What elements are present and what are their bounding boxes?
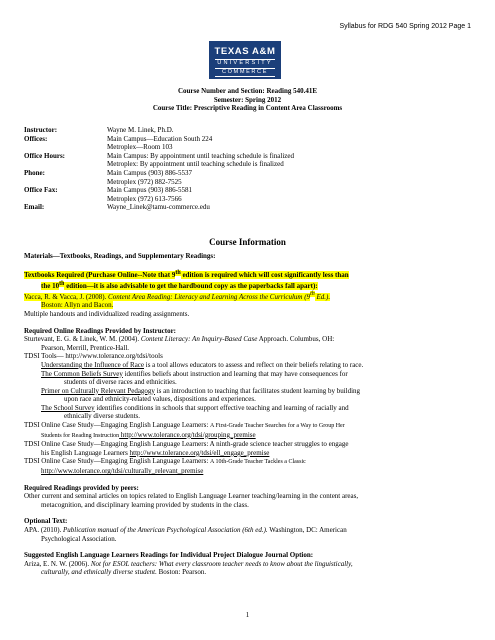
course-semester: Semester: Spring 2012: [213, 95, 282, 104]
peer-readings-heading: Required Readings provided by peers:: [24, 483, 139, 492]
case-study-2-cont: his English Language Learners http://www.tolerance.org/tdsi/ell_engage_premise: [41, 448, 270, 457]
fax-label: Office Fax:: [24, 186, 58, 195]
case-study-3: TDSI Online Case Study—Engaging English Language Learners: A 10th-Grade Teacher Tackles a Classic: [24, 457, 306, 466]
ariza-cont: culturally, and ethnically diverse student. Boston: Pearson.: [41, 568, 207, 577]
school-survey-resource: The School Survey identifies conditions in schools that support effective teaching and learning of racially and: [41, 403, 349, 412]
office-metroplex: Metroplex—Room 103: [107, 143, 173, 152]
handouts-note: Multiple handouts and individualized reading assignments.: [24, 309, 190, 318]
school-survey-cont: ethnically diverse students.: [64, 412, 141, 421]
phone-label: Phone:: [24, 168, 45, 177]
textbooks-required: Textbooks Required (Purchase Online--Note that 9th edition is required which will cost significantly less than: [24, 269, 349, 279]
race-link[interactable]: Understanding the Influence of Race: [41, 360, 145, 369]
syllabus-body: [24, 252, 474, 577]
materials-heading: Materials—Textbooks, Readings, and Supplementary Readings:: [24, 252, 216, 260]
online-readings-heading: Required Online Readings Provided by Instructor:: [24, 326, 177, 335]
case-study-1: TDSI Online Case Study—Engaging English Language Learners: A First-Grade Teacher Searches for a Way to Group Her: [24, 421, 345, 430]
primer-resource: Primer on Culturally Relevant Pedagogy is an introduction to teaching that facilitates student learning by building: [41, 386, 361, 395]
course-title: Course Title: Prescriptive Reading in Content Area Classrooms: [152, 104, 343, 113]
running-header: Syllabus for RDG 540 Spring 2012 Page 1: [339, 23, 471, 30]
course-number: Course Number and Section: Reading 540.41E: [177, 87, 318, 95]
instructor-info: [24, 126, 294, 212]
vacca-citation: Vacca, R. & Vacca, J. (2008). Content Area Reading: Literacy and Learning Across the Curriculum (9th Ed.).: [24, 291, 331, 301]
case-study-1-cont: Students for Reading Instruction http://www.tolerance.org/tdsi/grouping_premise: [41, 430, 256, 439]
case-study-2: TDSI Online Case Study—Engaging English Language Learners: A ninth-grade science teacher struggles to engage: [24, 440, 349, 449]
apa-cont: Psychological Association.: [41, 534, 117, 543]
case-study-3-link[interactable]: http://www.tolerance.org/tdsi/culturally_relevant_premise: [41, 467, 204, 476]
suggested-readings-heading: Suggested English Language Learners Readings for Individual Project Dialogue Journal Option:: [24, 551, 314, 560]
tdsi-tools: TDSI Tools— http://www.tolerance.org/tdsi/tools: [24, 352, 163, 361]
fax-main: Main Campus (903) 886-5581: [107, 186, 192, 195]
logo-line-2: UNIVERSITY: [215, 59, 275, 69]
optional-text-heading: Optional Text:: [24, 517, 68, 526]
common-beliefs-resource: The Common Beliefs Survey identifies beliefs about instruction and learning that may have consequences for: [41, 369, 348, 378]
offices-label: Offices:: [24, 134, 48, 143]
office-hours-label: Office Hours:: [24, 151, 66, 160]
email-value: Wayne_Linek@tamu-commerce.edu: [107, 203, 210, 212]
sturtevant-publisher: Pearson, Merrill, Prentice-Hall.: [41, 343, 130, 352]
fax-metroplex: Metroplex (972) 613-7566: [107, 194, 182, 203]
page-number: 1: [245, 611, 250, 619]
primer-link[interactable]: Primer on Culturally Relevant Pedagogy: [41, 386, 155, 395]
phone-metroplex: Metroplex (972) 882-7525: [107, 177, 182, 186]
case-study-1-link[interactable]: http://www.tolerance.org/tdsi/grouping_premise: [119, 430, 256, 439]
peer-readings-text: Other current and seminal articles on topics related to English Language Learner teaching/learning in the content areas,: [24, 492, 359, 501]
school-survey-link[interactable]: The School Survey: [41, 403, 95, 412]
instructor-label: Instructor:: [24, 126, 58, 134]
logo-line-3: COMMERCE: [215, 69, 275, 78]
logo-line-1: TEXAS A&M: [214, 46, 276, 57]
peer-readings-cont: metacognition, and disciplinary learning provided by students in the class.: [41, 500, 249, 509]
instructor-name: Wayne M. Linek, Ph.D.: [107, 126, 174, 134]
textbooks-required-cont: the 10th edition—it is also advisable to get the hardbound copy as the paperbacks fall apart):: [41, 280, 318, 290]
case-study-2-link[interactable]: http://www.tolerance.org/tdsi/ell_engage_premise: [129, 448, 270, 457]
vacca-publisher: Boston: Allyn and Bacon.: [41, 301, 114, 310]
phone-main: Main Campus (903) 886-5537: [107, 168, 192, 177]
email-label: Email:: [24, 203, 45, 212]
sturtevant-citation: Sturtevant, E. G. & Linek, W. M. (2004). Content Literacy: An Inquiry-Based Case Approach. Columbus, OH:: [24, 335, 335, 344]
course-information-heading: Course Information: [209, 237, 286, 247]
ariza-citation: Ariza, E. N. W. (2006). Not for ESOL teachers: What every classroom teacher needs to know about the linguistically,: [24, 559, 353, 568]
office-hours-metroplex: Metroplex: By appointment until teaching schedule is finalized: [107, 160, 284, 169]
primer-cont: upon race and ethnicity-related values, dispositions and experiences.: [64, 395, 256, 404]
case-study-3-cont: [24, 467, 474, 476]
race-resource: Understanding the Influence of Race is a tool allows educators to assess and reflect on their beliefs relating to race.: [41, 360, 364, 369]
apa-citation: APA. (2010). Publication manual of the American Psychological Association (6th ed.). Washington, DC: American: [24, 526, 347, 535]
office-main: Main Campus—Education South 224: [107, 134, 213, 143]
course-title-block: [0, 87, 495, 113]
common-beliefs-cont: students of diverse races and ethnicities.: [64, 378, 177, 387]
university-logo: [209, 41, 281, 79]
office-hours-main: Main Campus: By appointment until teaching schedule is finalized: [107, 151, 295, 160]
common-beliefs-link[interactable]: The Common Beliefs Survey: [41, 369, 123, 378]
